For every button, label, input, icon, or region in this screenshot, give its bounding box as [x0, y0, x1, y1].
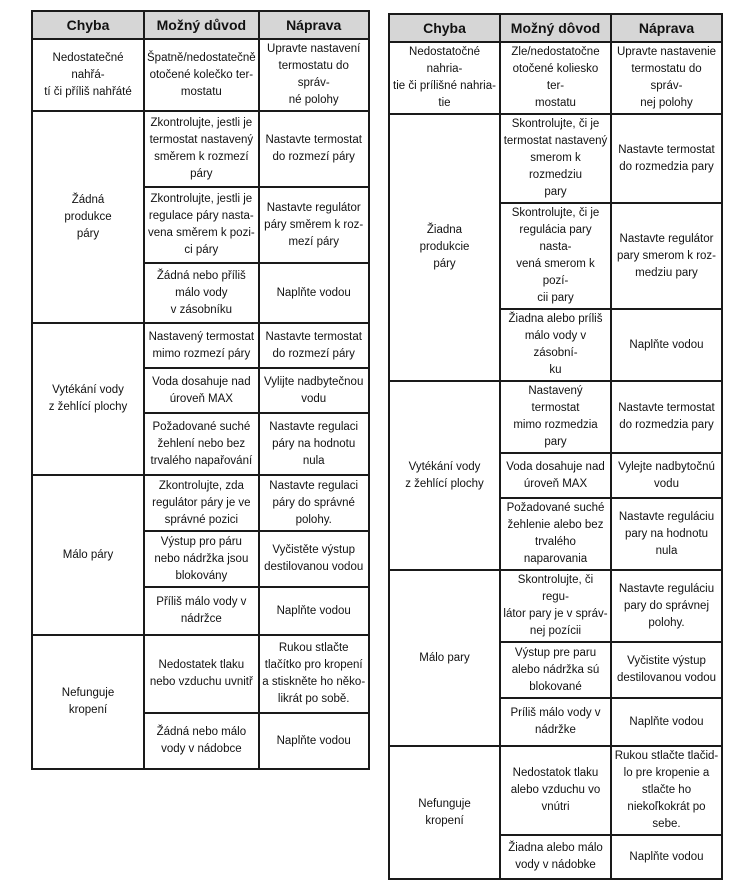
cause-cell: Požadované suché žehlenie alebo bez trvalého naparovania — [500, 498, 611, 570]
cause-cell: Zkontrolujte, jestli je regulace páry nasta- vena směrem k pozi- ci páry — [144, 187, 259, 263]
cause-cell: Skontrolujte, či je termostat nastavený smerom k rozmedziu pary — [500, 114, 611, 203]
fault-cell: Nedostatečné nahřá- tí či příliš nahřáté — [32, 39, 144, 111]
cause-cell: Príliš málo vody v nádržke — [500, 698, 611, 746]
cause-cell: Zkontrolujte, jestli je termostat nastavený směrem k rozmezí páry — [144, 111, 259, 187]
header-row — [389, 14, 722, 42]
remedy-cell: Nastavte regulaci páry do správné polohy. — [259, 475, 369, 531]
troubleshooting-table-slovak — [388, 13, 723, 880]
header-fault: Chyba — [32, 11, 144, 39]
fault-cell: Nefunguje kropení — [389, 746, 500, 879]
fault-cell: Nefunguje kropení — [32, 635, 144, 769]
cause-cell: Nastavený termostat mimo rozmedzia pary — [500, 381, 611, 453]
table-row — [32, 635, 369, 713]
remedy-cell: Naplňte vodou — [611, 309, 722, 381]
cause-cell: Žádná nebo málo vody v nádobce — [144, 713, 259, 769]
table-row — [389, 746, 722, 835]
header-remedy: Náprava — [611, 14, 722, 42]
header-remedy: Náprava — [259, 11, 369, 39]
table-row — [32, 39, 369, 111]
header-fault: Chyba — [389, 14, 500, 42]
fault-cell: Žádná produkce páry — [32, 111, 144, 323]
remedy-cell: Nastavte termostat do rozmezí páry — [259, 323, 369, 368]
remedy-cell: Nastavte reguláciu pary na hodnotu nula — [611, 498, 722, 570]
remedy-cell: Nastavte termostat do rozmedzia pary — [611, 114, 722, 203]
fault-cell: Vytékání vody z žehlící plochy — [32, 323, 144, 475]
cause-cell: Žiadna alebo málo vody v nádobke — [500, 835, 611, 879]
table-row — [389, 570, 722, 642]
table-row — [32, 323, 369, 368]
remedy-cell: Nastavte regulátor pary smerom k roz- medziu pary — [611, 203, 722, 309]
remedy-cell: Rukou stlačte tlačid- lo pre kropenie a stlačte ho niekoľkokrát po sebe. — [611, 746, 722, 835]
header-cause: Možný dôvod — [500, 14, 611, 42]
header-row — [32, 11, 369, 39]
remedy-cell: Vylijte nadbytečnou vodu — [259, 368, 369, 413]
remedy-cell: Naplňte vodou — [611, 698, 722, 746]
cause-cell: Skontrolujte, či je regulácia pary nasta- vená smerom k pozí- cii pary — [500, 203, 611, 309]
remedy-cell: Upravte nastavení termostatu do správ- né polohy — [259, 39, 369, 111]
remedy-cell: Naplňte vodou — [259, 587, 369, 635]
cause-cell: Nedostatek tlaku nebo vzduchu uvnitř — [144, 635, 259, 713]
remedy-cell: Upravte nastavenie termostatu do správ- nej polohy — [611, 42, 722, 114]
cause-cell: Příliš málo vody v nádržce — [144, 587, 259, 635]
table-row — [389, 42, 722, 114]
fault-cell: Vytékání vody z žehlící plochy — [389, 381, 500, 570]
table-row — [389, 381, 722, 453]
cause-cell: Voda dosahuje nad úroveň MAX — [500, 453, 611, 498]
cause-cell: Voda dosahuje nad úroveň MAX — [144, 368, 259, 413]
cause-cell: Špatně/nedostatečně otočené kolečko ter- mostatu — [144, 39, 259, 111]
cause-cell: Žádná nebo příliš málo vody v zásobníku — [144, 263, 259, 323]
fault-cell: Nedostatočné nahria- tie či prílišné nahria- tie — [389, 42, 500, 114]
remedy-cell: Nastavte termostat do rozmezí páry — [259, 111, 369, 187]
remedy-cell: Nastavte termostat do rozmedzia pary — [611, 381, 722, 453]
cause-cell: Žiadna alebo príliš málo vody v zásobní- ku — [500, 309, 611, 381]
remedy-cell: Naplňte vodou — [259, 263, 369, 323]
cause-cell: Zle/nedostatočne otočené koliesko ter- mostatu — [500, 42, 611, 114]
fault-cell: Žiadna produkcie páry — [389, 114, 500, 381]
cause-cell: Výstup pre paru alebo nádržka sú blokované — [500, 642, 611, 698]
remedy-cell: Vyčistite výstup destilovanou vodou — [611, 642, 722, 698]
header-cause: Možný důvod — [144, 11, 259, 39]
troubleshooting-table-czech — [31, 10, 370, 770]
table-row — [32, 475, 369, 531]
remedy-cell: Nastavte regulátor páry směrem k roz- mezí páry — [259, 187, 369, 263]
remedy-cell: Vylejte nadbytočnú vodu — [611, 453, 722, 498]
remedy-cell: Vyčistěte výstup destilovanou vodou — [259, 531, 369, 587]
cause-cell: Nastavený termostat mimo rozmezí páry — [144, 323, 259, 368]
cause-cell: Skontrolujte, či regu- látor pary je v správ- nej pozícii — [500, 570, 611, 642]
cause-cell: Výstup pro páru nebo nádržka jsou blokovány — [144, 531, 259, 587]
cause-cell: Nedostatok tlaku alebo vzduchu vo vnútri — [500, 746, 611, 835]
fault-cell: Málo páry — [32, 475, 144, 635]
remedy-cell: Nastavte reguláciu pary do správnej polohy. — [611, 570, 722, 642]
table-row — [32, 111, 369, 187]
table-row — [389, 114, 722, 203]
remedy-cell: Rukou stlačte tlačítko pro kropení a stiskněte ho něko- likrát po sobě. — [259, 635, 369, 713]
remedy-cell: Naplňte vodou — [611, 835, 722, 879]
cause-cell: Požadované suché žehlení nebo bez trvalého napařování — [144, 413, 259, 475]
cause-cell: Zkontrolujte, zda regulátor páry je ve správné pozici — [144, 475, 259, 531]
fault-cell: Málo pary — [389, 570, 500, 746]
remedy-cell: Naplňte vodou — [259, 713, 369, 769]
remedy-cell: Nastavte regulaci páry na hodnotu nula — [259, 413, 369, 475]
